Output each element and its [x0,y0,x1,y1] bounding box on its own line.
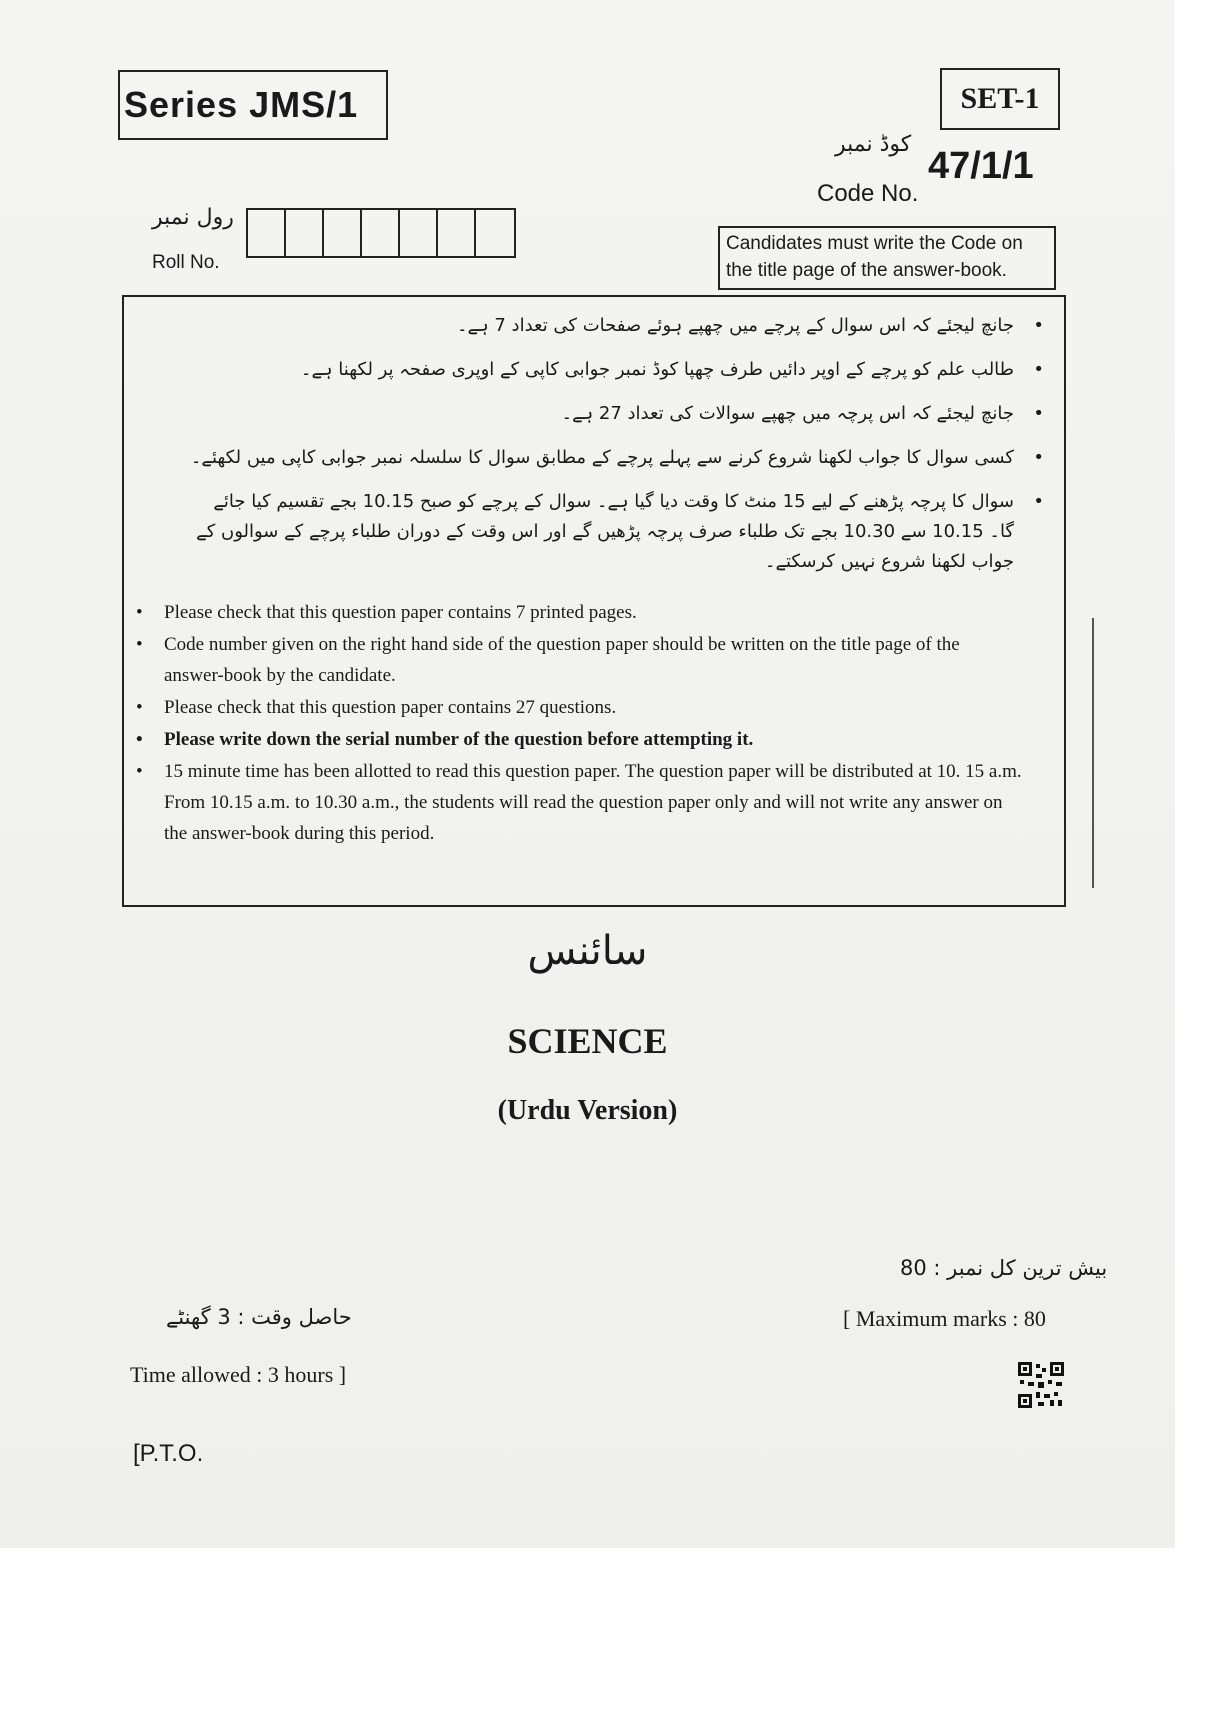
instructions-box [122,295,1066,907]
urdu-instruction-item: • طالب علم کو پرچے کے اوپر دائیں طرف چھپا کوڈ نمبر جوابی کاپی کے اوپری صفحہ پر لکھنا ہے۔ [184,355,1044,385]
urdu-instruction-item: • جانچ لیجئے کہ اس سوال کے پرچے میں چھپے ہوئے صفحات کی تعداد 7 ہے۔ [184,311,1044,341]
set-label: SET-1 [940,68,1060,130]
urdu-instruction-item: • سوال کا پرچہ پڑھنے کے لیے 15 منٹ کا وقت دیا گیا ہے۔ سوال کے پرچے کو صبح 10.15 بجے تقسیم کیا جائے گا۔ 10.15 سے 10.30 بجے تک طلباء صرف پرچہ پڑھیں گے اور اس وقت کے دوران طلباء پرچے کے سوالوں کے جواب لکھنا شروع نہیں کرسکتے۔ [184,487,1044,577]
time-allowed: Time allowed : 3 hours ] [130,1362,347,1387]
urdu-instruction-item: • کسی سوال کا جواب لکھنا شروع کرنے سے پہلے پرچے کے مطابق سوال کا سلسلہ نمبر جوابی کاپی میں لکھئے۔ [184,443,1044,473]
instruction-item: • Please check that this question paper contains 27 questions. [134,692,1024,723]
series-label: Series JMS/1 [118,70,388,140]
roll-digit-box[interactable] [362,210,400,256]
max-marks-urdu: بیش ترین کل نمبر : 80 [900,1256,1108,1280]
qr-code-icon [1018,1362,1064,1408]
candidates-note: Candidates must write the Code on the title page of the answer-book. [718,226,1056,290]
roll-number-boxes[interactable] [246,208,516,258]
subject-title: SCIENCE [507,1021,668,1061]
instruction-item: • 15 minute time has been allotted to read this question paper. The question paper will be distributed at 10. 15 a.m. From 10.15 a.m. to 10.30 a.m., the students will read the question paper only and will not write any answer on the answer-book during this period. [134,756,1024,849]
roll-label: Roll No. [152,252,220,273]
margin-line [1092,618,1094,888]
urdu-instruction-item: • جانچ لیجئے کہ اس پرچہ میں چھپے سوالات کی تعداد 27 ہے۔ [184,399,1044,429]
english-instructions [134,597,1024,850]
roll-digit-box[interactable] [438,210,476,256]
subject-title-urdu: سائنس [527,928,648,974]
roll-digit-box[interactable] [324,210,362,256]
instruction-item: • Code number given on the right hand side of the question paper should be written on the title page of the answer-book by the candidate. [134,629,1024,691]
roll-digit-box[interactable] [476,210,514,256]
max-marks: [ Maximum marks : 80 [843,1306,1046,1331]
roll-digit-box[interactable] [286,210,324,256]
code-number: 47/1/1 [928,145,1034,187]
roll-digit-box[interactable] [248,210,286,256]
urdu-instructions [184,311,1044,591]
instruction-item: • Please write down the serial number of the question before attempting it. [134,724,1024,755]
version-subtitle: (Urdu Version) [497,1095,678,1126]
roll-digit-box[interactable] [400,210,438,256]
code-label-urdu: کوڈ نمبر [835,132,912,157]
code-label: Code No. [817,180,919,207]
time-allowed-urdu: حاصل وقت : 3 گھنٹے [166,1305,352,1329]
instruction-item: • Please check that this question paper contains 7 printed pages. [134,597,1024,628]
roll-label-urdu: رول نمبر [152,205,234,230]
pto-label: [P.T.O. [133,1440,204,1467]
